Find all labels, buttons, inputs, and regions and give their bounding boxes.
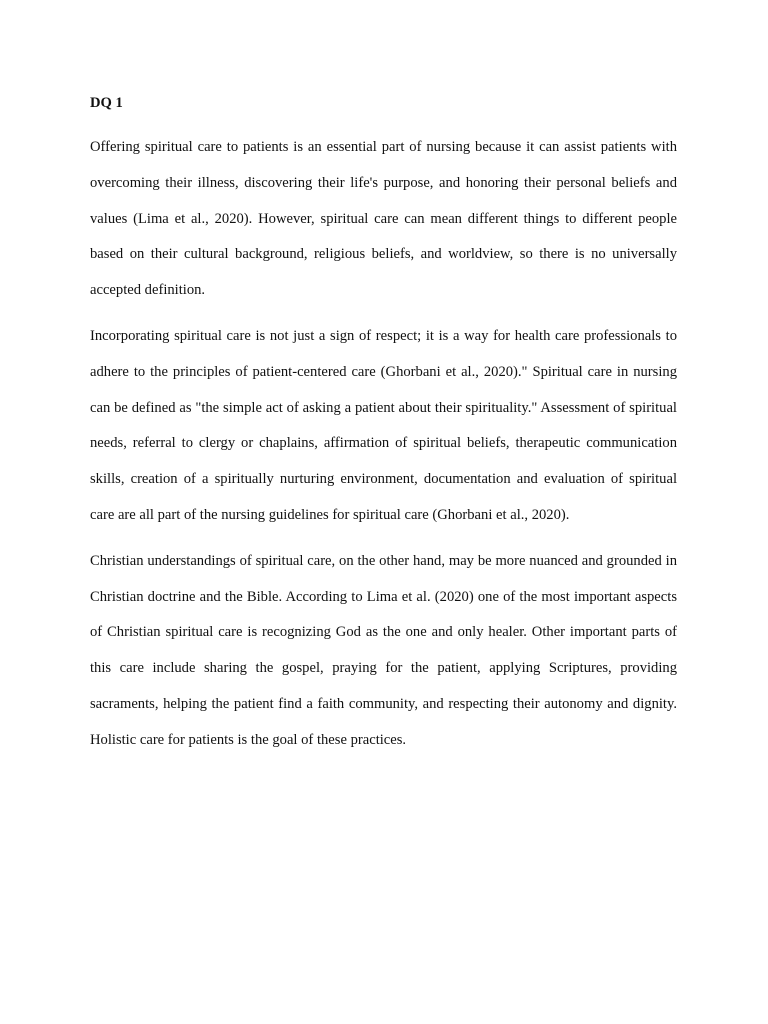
paragraph: Offering spiritual care to patients is an essential part of nursing because it can assist patients with overcoming their illness, discovering their life's purpose, and honoring their personal beliefs and values (Lima et al., 2020). However, spiritual care can mean different things to different people based on their cultural background, religious beliefs, and worldview, so there is no universally accepted definition. [90, 139, 677, 299]
document-heading: DQ 1 [90, 95, 123, 111]
paragraph: Incorporating spiritual care is not just a sign of respect; it is a way for health care professionals to adhere to the principles of patient-centered care (Ghorbani et al., 2020)." Spiritual care in nursing can be defined as "the simple act of asking a patient about their spirituality." Assessment of spiritual needs, referral to clergy or chaplains, affirmation of spiritual beliefs, therapeutic communication skills, creation of a spiritually nurturing environment, documentation and evaluation of spiritual care are all part of the nursing guidelines for spiritual care (Ghorbani et al., 2020). [90, 327, 677, 523]
paragraph: Christian understandings of spiritual care, on the other hand, may be more nuanced and grounded in Christian doctrine and the Bible. According to Lima et al. (2020) one of the most important aspects of Christian spiritual care is recognizing God as the one and only healer. Other important parts of this care include sharing the gospel, praying for the patient, applying Scriptures, providing sacraments, helping the patient find a faith community, and respecting their autonomy and dignity. Holistic care for patients is the goal of these practices. [90, 552, 677, 748]
